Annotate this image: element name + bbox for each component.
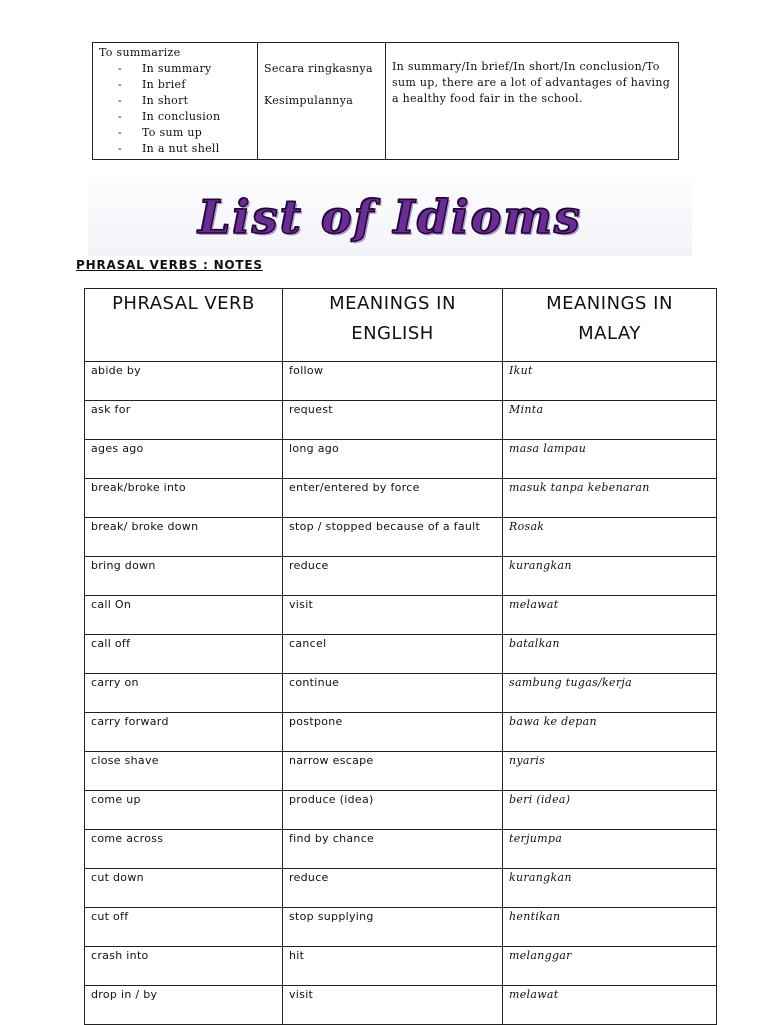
english-meaning-cell: request (283, 401, 503, 440)
malay-meaning-cell: Minta (503, 401, 717, 440)
phrasal-verb-cell: call off (85, 635, 283, 674)
malay-meaning-cell: sambung tugas/kerja (503, 674, 717, 713)
english-meaning-cell: stop / stopped because of a fault (283, 518, 503, 557)
summary-label: To summarize (99, 46, 181, 59)
phrasal-verb-cell: carry forward (85, 713, 283, 752)
summary-item: - To sum up (99, 125, 251, 141)
summary-malay-cell (258, 43, 386, 160)
table-row (85, 635, 717, 674)
column-header: PHRASAL VERB (85, 289, 283, 362)
phrasal-verb-cell: carry on (85, 674, 283, 713)
malay-meaning-cell: batalkan (503, 635, 717, 674)
phrasal-verb-cell: call On (85, 596, 283, 635)
summary-example-cell: In summary/In brief/In short/In conclusion/To sum up, there are a lot of advantages of having a healthy food fair in the school. (386, 43, 679, 160)
table-row (85, 596, 717, 635)
phrasal-verb-cell: cut off (85, 908, 283, 947)
table-row (85, 518, 717, 557)
column-header: MEANINGS IN ENGLISH (283, 289, 503, 362)
table-row (85, 557, 717, 596)
malay-meaning-cell: Rosak (503, 518, 717, 557)
idioms-banner (88, 178, 692, 256)
table-row (85, 674, 717, 713)
table-row (85, 830, 717, 869)
phrasal-verb-cell: crash into (85, 947, 283, 986)
phrasal-verb-cell: close shave (85, 752, 283, 791)
english-meaning-cell: cancel (283, 635, 503, 674)
table-body (85, 362, 717, 1025)
summary-items-list (99, 61, 251, 157)
english-meaning-cell: follow (283, 362, 503, 401)
malay-meaning-cell: bawa ke depan (503, 713, 717, 752)
table-row (85, 947, 717, 986)
table-row (85, 986, 717, 1025)
summary-item: - In conclusion (99, 109, 251, 125)
phrasal-verb-cell: abide by (85, 362, 283, 401)
table-row (85, 401, 717, 440)
phrasal-verb-cell: break/ broke down (85, 518, 283, 557)
summary-item: - In a nut shell (99, 141, 251, 157)
table-row (85, 908, 717, 947)
table-row (85, 479, 717, 518)
malay-meaning-cell: Ikut (503, 362, 717, 401)
english-meaning-cell: reduce (283, 869, 503, 908)
english-meaning-cell: postpone (283, 713, 503, 752)
malay-meaning-cell: hentikan (503, 908, 717, 947)
english-meaning-cell: visit (283, 596, 503, 635)
malay-meaning-cell: masuk tanpa kebenaran (503, 479, 717, 518)
phrasal-verb-cell: bring down (85, 557, 283, 596)
phrasal-verb-cell: come across (85, 830, 283, 869)
header-row (85, 289, 717, 362)
summary-item: - In summary (99, 61, 251, 77)
english-meaning-cell: stop supplying (283, 908, 503, 947)
malay-meaning-cell: beri (idea) (503, 791, 717, 830)
table-row (85, 869, 717, 908)
summary-table (92, 42, 679, 160)
table-row (85, 791, 717, 830)
table-row (85, 440, 717, 479)
summary-item: - In brief (99, 77, 251, 93)
table-row (85, 713, 717, 752)
summary-phrases-cell (93, 43, 258, 160)
malay-meaning-cell: terjumpa (503, 830, 717, 869)
summary-row (93, 43, 679, 160)
english-meaning-cell: visit (283, 986, 503, 1025)
english-meaning-cell: reduce (283, 557, 503, 596)
phrasal-verb-cell: break/broke into (85, 479, 283, 518)
english-meaning-cell: long ago (283, 440, 503, 479)
table-row (85, 752, 717, 791)
phrasal-verb-cell: ask for (85, 401, 283, 440)
malay-meaning-cell: nyaris (503, 752, 717, 791)
malay-meaning-cell: melawat (503, 596, 717, 635)
malay-meaning-cell: melawat (503, 986, 717, 1025)
banner-title: List of Idioms (198, 190, 582, 244)
english-meaning-cell: hit (283, 947, 503, 986)
english-meaning-cell: narrow escape (283, 752, 503, 791)
column-header: MEANINGS IN MALAY (503, 289, 717, 362)
phrasal-verb-cell: cut down (85, 869, 283, 908)
malay-meaning-cell: kurangkan (503, 557, 717, 596)
summary-malay-text: Kesimpulannya (264, 94, 354, 107)
malay-meaning-cell: melanggar (503, 947, 717, 986)
summary-item: - In short (99, 93, 251, 109)
english-meaning-cell: enter/entered by force (283, 479, 503, 518)
malay-meaning-cell: masa lampau (503, 440, 717, 479)
summary-malay-text: Secara ringkasnya (264, 62, 373, 75)
table-row (85, 362, 717, 401)
phrasal-verb-cell: come up (85, 791, 283, 830)
phrasal-verb-cell: drop in / by (85, 986, 283, 1025)
phrasal-verbs-table (84, 288, 717, 1025)
english-meaning-cell: produce (idea) (283, 791, 503, 830)
english-meaning-cell: find by chance (283, 830, 503, 869)
english-meaning-cell: continue (283, 674, 503, 713)
phrasal-verb-cell: ages ago (85, 440, 283, 479)
section-heading: PHRASAL VERBS : NOTES (76, 258, 263, 272)
malay-meaning-cell: kurangkan (503, 869, 717, 908)
